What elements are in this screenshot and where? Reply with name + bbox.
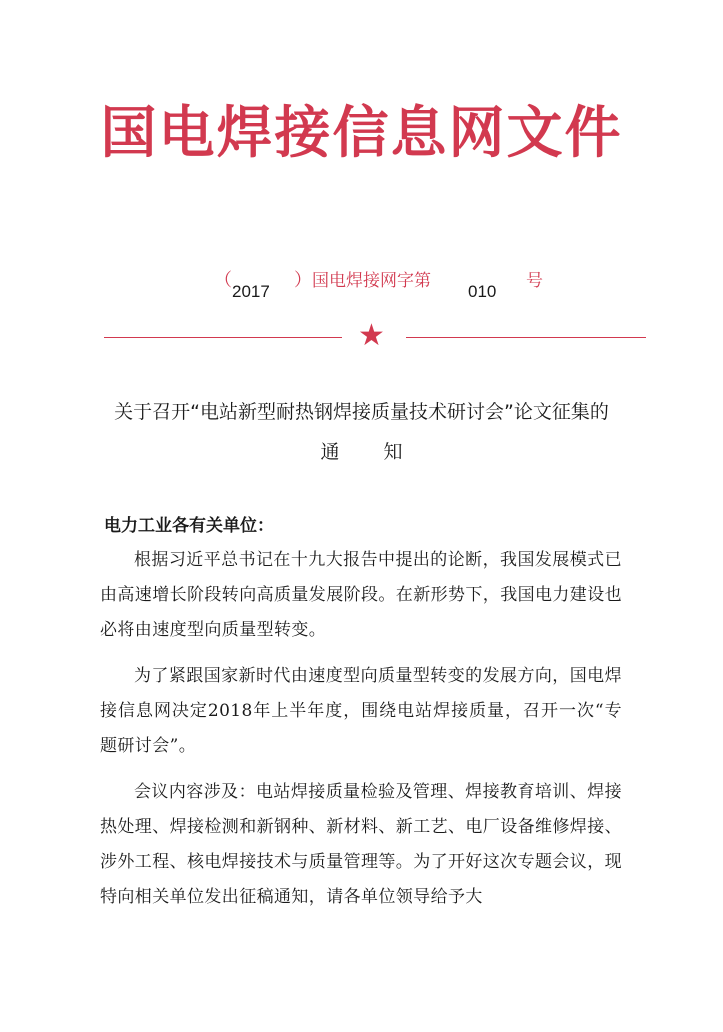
doc-number-prefix: 国电焊接网字第 <box>312 271 431 291</box>
doc-number-year: 2017 <box>232 282 270 301</box>
star-icon: ★ <box>358 318 385 353</box>
document-number <box>0 262 723 302</box>
notice-title: 关于召开“电站新型耐热钢焊接质量技术研讨会”论文征集的 <box>114 401 609 423</box>
doc-number-paren-close: ） <box>294 270 312 291</box>
document-body <box>100 543 622 926</box>
body-paragraph: 根据习近平总书记在十九大报告中提出的论断，我国发展模式已由高速增长阶段转向高质量发展阶段。在新形势下，我国电力建设也必将由速度型向质量型转变。 <box>100 550 622 640</box>
notice-title-suffix: 通知 <box>320 441 447 463</box>
body-paragraph: 为了紧跟国家新时代由速度型向质量型转变的发展方向，国电焊接信息网决定2018年上半年度，围绕电站焊接质量，召开一次“专题研讨会”。 <box>100 666 622 756</box>
separator-line-right <box>406 337 646 338</box>
body-paragraph: 会议内容涉及：电站焊接质量检验及管理、焊接教育培训、焊接热处理、焊接检测和新钢种、新材料、新工艺、电厂设备维修焊接、涉外工程、核电焊接技术与质量管理等。为了开好这次专题会议，现特向相关单位发出征稿通知，请各单位领导给予大 <box>100 782 622 907</box>
doc-number-serial: 010 <box>468 282 497 301</box>
document-header-title: 国电焊接信息网文件 <box>100 100 623 166</box>
doc-number-suffix: 号 <box>526 271 543 291</box>
salutation: 电力工业各有关单位： <box>104 516 274 536</box>
doc-number-paren-open: （ <box>214 270 232 291</box>
separator-line-left <box>104 337 342 338</box>
red-separator <box>0 318 723 353</box>
